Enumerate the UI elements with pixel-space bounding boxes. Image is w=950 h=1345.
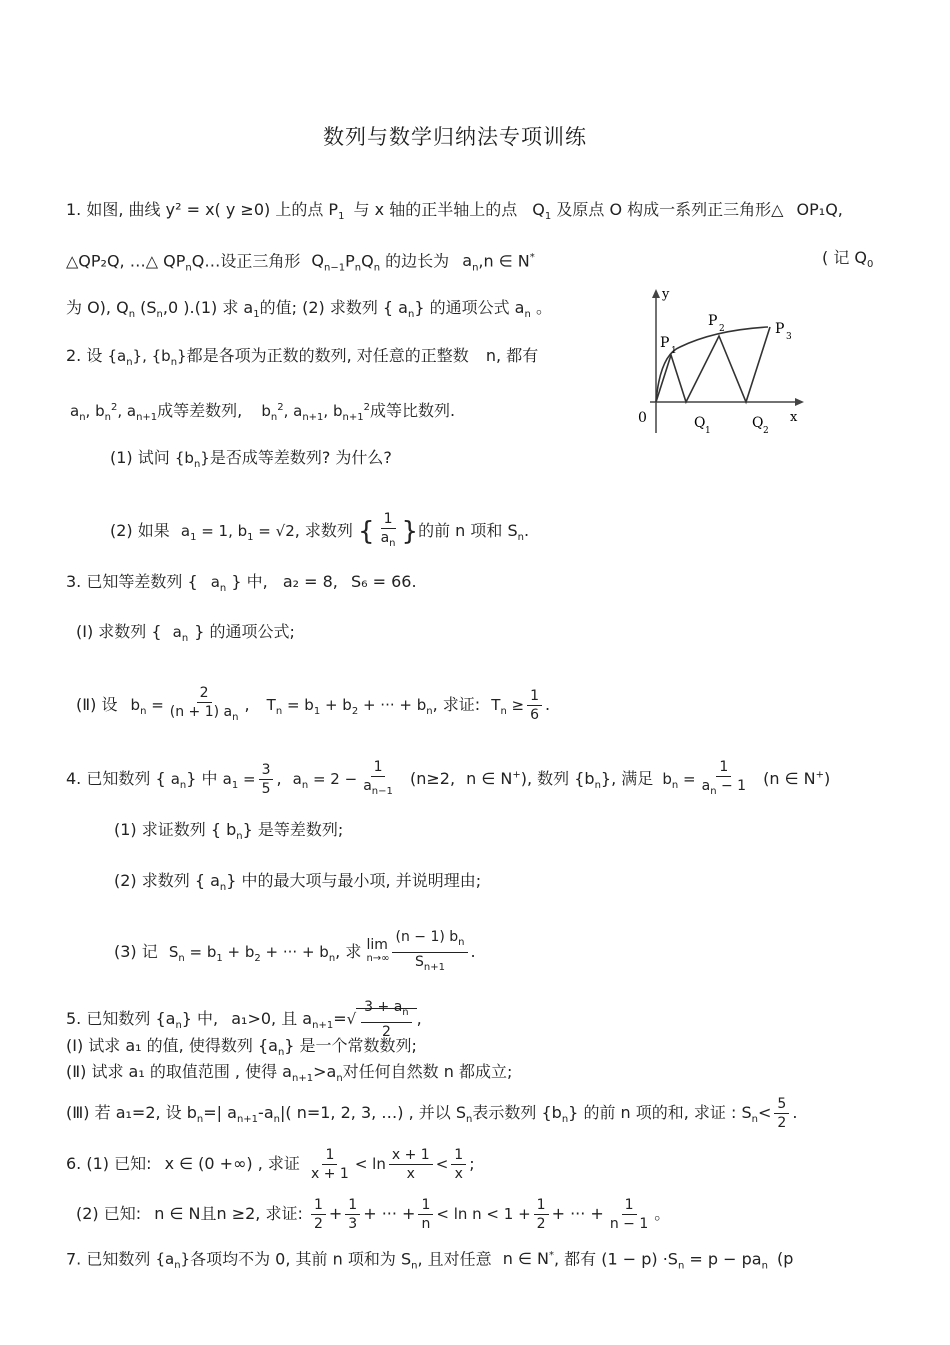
problem-2-q1: (1) 试问 $\{b_n\}$是否成等差数列? 为什么? — [110, 448, 392, 470]
problem-7-line-1: 7. 已知数列 $\{a_n\}$各项均不为 0, 其前 n 项和为 $S_n$, 且对任意 n ∈ N*, 都有 $(1 - p) \cdot S_n = p - pa_n$ (p — [66, 1249, 794, 1272]
problem-5-q1: (Ⅰ) 试求 a₁ 的值, 使得数列 $\{a_n\}$ 是一个常数数列; — [66, 1036, 417, 1059]
p3-label: P — [775, 321, 785, 337]
problem-3-q1: (Ⅰ) 求数列 { $a_n$ } 的通项公式; — [76, 622, 295, 644]
q1-label: Q — [694, 415, 706, 431]
problem-1-note: ( 记 $Q_0$ — [822, 248, 874, 271]
problem-5-line-1: 5. 已知数列 $\{a_n\}$ 中, a₁>0, 且 $a_{n+1}=√$ $\frac{3 + a_n}{2}$ , — [66, 999, 422, 1040]
problem-3-q2: (Ⅱ) 设 $b_n$ = $\frac{2}{(n + 1) a_n}$ , $T_n = b_1 + b_2$ + ··· + $b_n$, 求证: $T_n$ ≥ $\frac{1}{6}$ . — [76, 685, 551, 723]
problem-4-line-1: 4. 已知数列 { $a_n$} 中 $a_1$ = $\frac{3}{5}$ , $a_n = 2$ − $\frac{1}{a_{n-1}}$ (n≥2, n ∈ N+), 数列 $\{b_n\}$, 满足 $b_n$ = $\frac{1}{a_n - 1}$ (n ∈ N+) — [66, 759, 831, 797]
problem-5-q2: (Ⅱ) 试求 a₁ 的取值范围 , 使得 $a_{n+1}>a_n$对任何自然数 n 都成立; — [66, 1062, 513, 1085]
svg-text:2: 2 — [763, 426, 769, 436]
problem-1-line-2: △QP₂Q, …△ $QP_nQ\dots$设正三角形 $Q_{n-1}P_nQ_n$ 的边长为 $a_n,n$ ∈ N* — [66, 251, 535, 274]
y-label: y — [662, 287, 670, 302]
problem-6-line-2: (2) 已知: n ∈ N且n ≥2, 求证: $\frac{1}{2}$ + $\frac{1}{3}$ + ··· + $\frac{1}{n}$ < ln n < 1 + $\frac{1}{2}$ + ··· + $\frac{1}{n - 1}$ 。 — [76, 1197, 671, 1232]
problem-4-q3: (3) 记 $S_n = b_1 + b_2$ + ··· + $b_n$, 求 lim n→∞ $\frac{(n - 1) b_n}{S_{n+1}}$ . — [114, 929, 476, 973]
problem-6-line-1: 6. (1) 已知: x ∈ (0 +∞) , 求证 $\frac{1}{x + 1}$ < ln $\frac{x + 1}{x}$ < $\frac{1}{x}$ ; — [66, 1147, 475, 1182]
origin-label: 0 — [638, 410, 647, 426]
problem-2-line-1: 2. 设 $\{a_n\}$, $\{b_n\}$都是各项为正数的数列, 对任意的正整数 n, 都有 — [66, 346, 539, 368]
svg-text:1: 1 — [705, 426, 711, 436]
svg-text:1: 1 — [671, 346, 677, 356]
curve-figure — [620, 285, 810, 440]
x-label: x — [790, 410, 798, 425]
y-axis-arrow — [652, 289, 660, 298]
q2-label: Q — [752, 415, 764, 431]
problem-4-q1: (1) 求证数列 { $b_n$} 是等差数列; — [114, 820, 344, 843]
problem-2-q2: (2) 如果 $a_1 = 1$, $b_1 = √2$, 求数列 { $\frac{1}{a_n}$ }的前 n 项和 $S_n$. — [110, 511, 530, 549]
triangles — [656, 327, 770, 402]
p1-label: P — [660, 335, 670, 351]
problem-1-line-3: 为 O), $Q_n$ ($S_n,0$ ).(1) 求 $a_1$的值; (2) 求数列 { $a_n$} 的通项公式 $a_n$ 。 — [66, 298, 552, 321]
problem-4-q2: (2) 求数列 { $a_n$} 中的最大项与最小项, 并说明理由; — [114, 871, 482, 894]
page-title: 数列与数学归纳法专项训练 — [323, 125, 587, 149]
p2-label: P — [708, 313, 718, 329]
problem-2-line-2: $a_n$, $b_n^2$, $a_{n+1}$成等差数列, $b_n^2$, $a_{n+1}$, $b_{n+1}^2$成等比数列. — [70, 401, 456, 423]
svg-text:3: 3 — [786, 332, 792, 342]
problem-1-line-1: 1. 如图, 曲线 y² = x( y ≥0) 上的点 $P_1$ 与 x 轴的正半轴上的点 $Q_1$ 及原点 O 构成一系列正三角形△ OP₁Q, — [66, 200, 843, 223]
svg-text:2: 2 — [719, 324, 725, 334]
problem-5-q3: (Ⅲ) 若 a₁=2, 设 $b_n=|$ $a_{n+1}-a_n|$( n=1, 2, 3, …) , 并以 $S_n$表示数列 $\{b_n\}$ 的前 n 项的和, 求证 : $S_n<$ $\frac{5}{2}$ . — [66, 1096, 798, 1131]
x-axis-arrow — [795, 398, 804, 406]
problem-3-line-1: 3. 已知等差数列 { $a_n$ } 中, a₂ = 8, S₆ = 66. — [66, 572, 417, 594]
curve — [656, 327, 768, 402]
